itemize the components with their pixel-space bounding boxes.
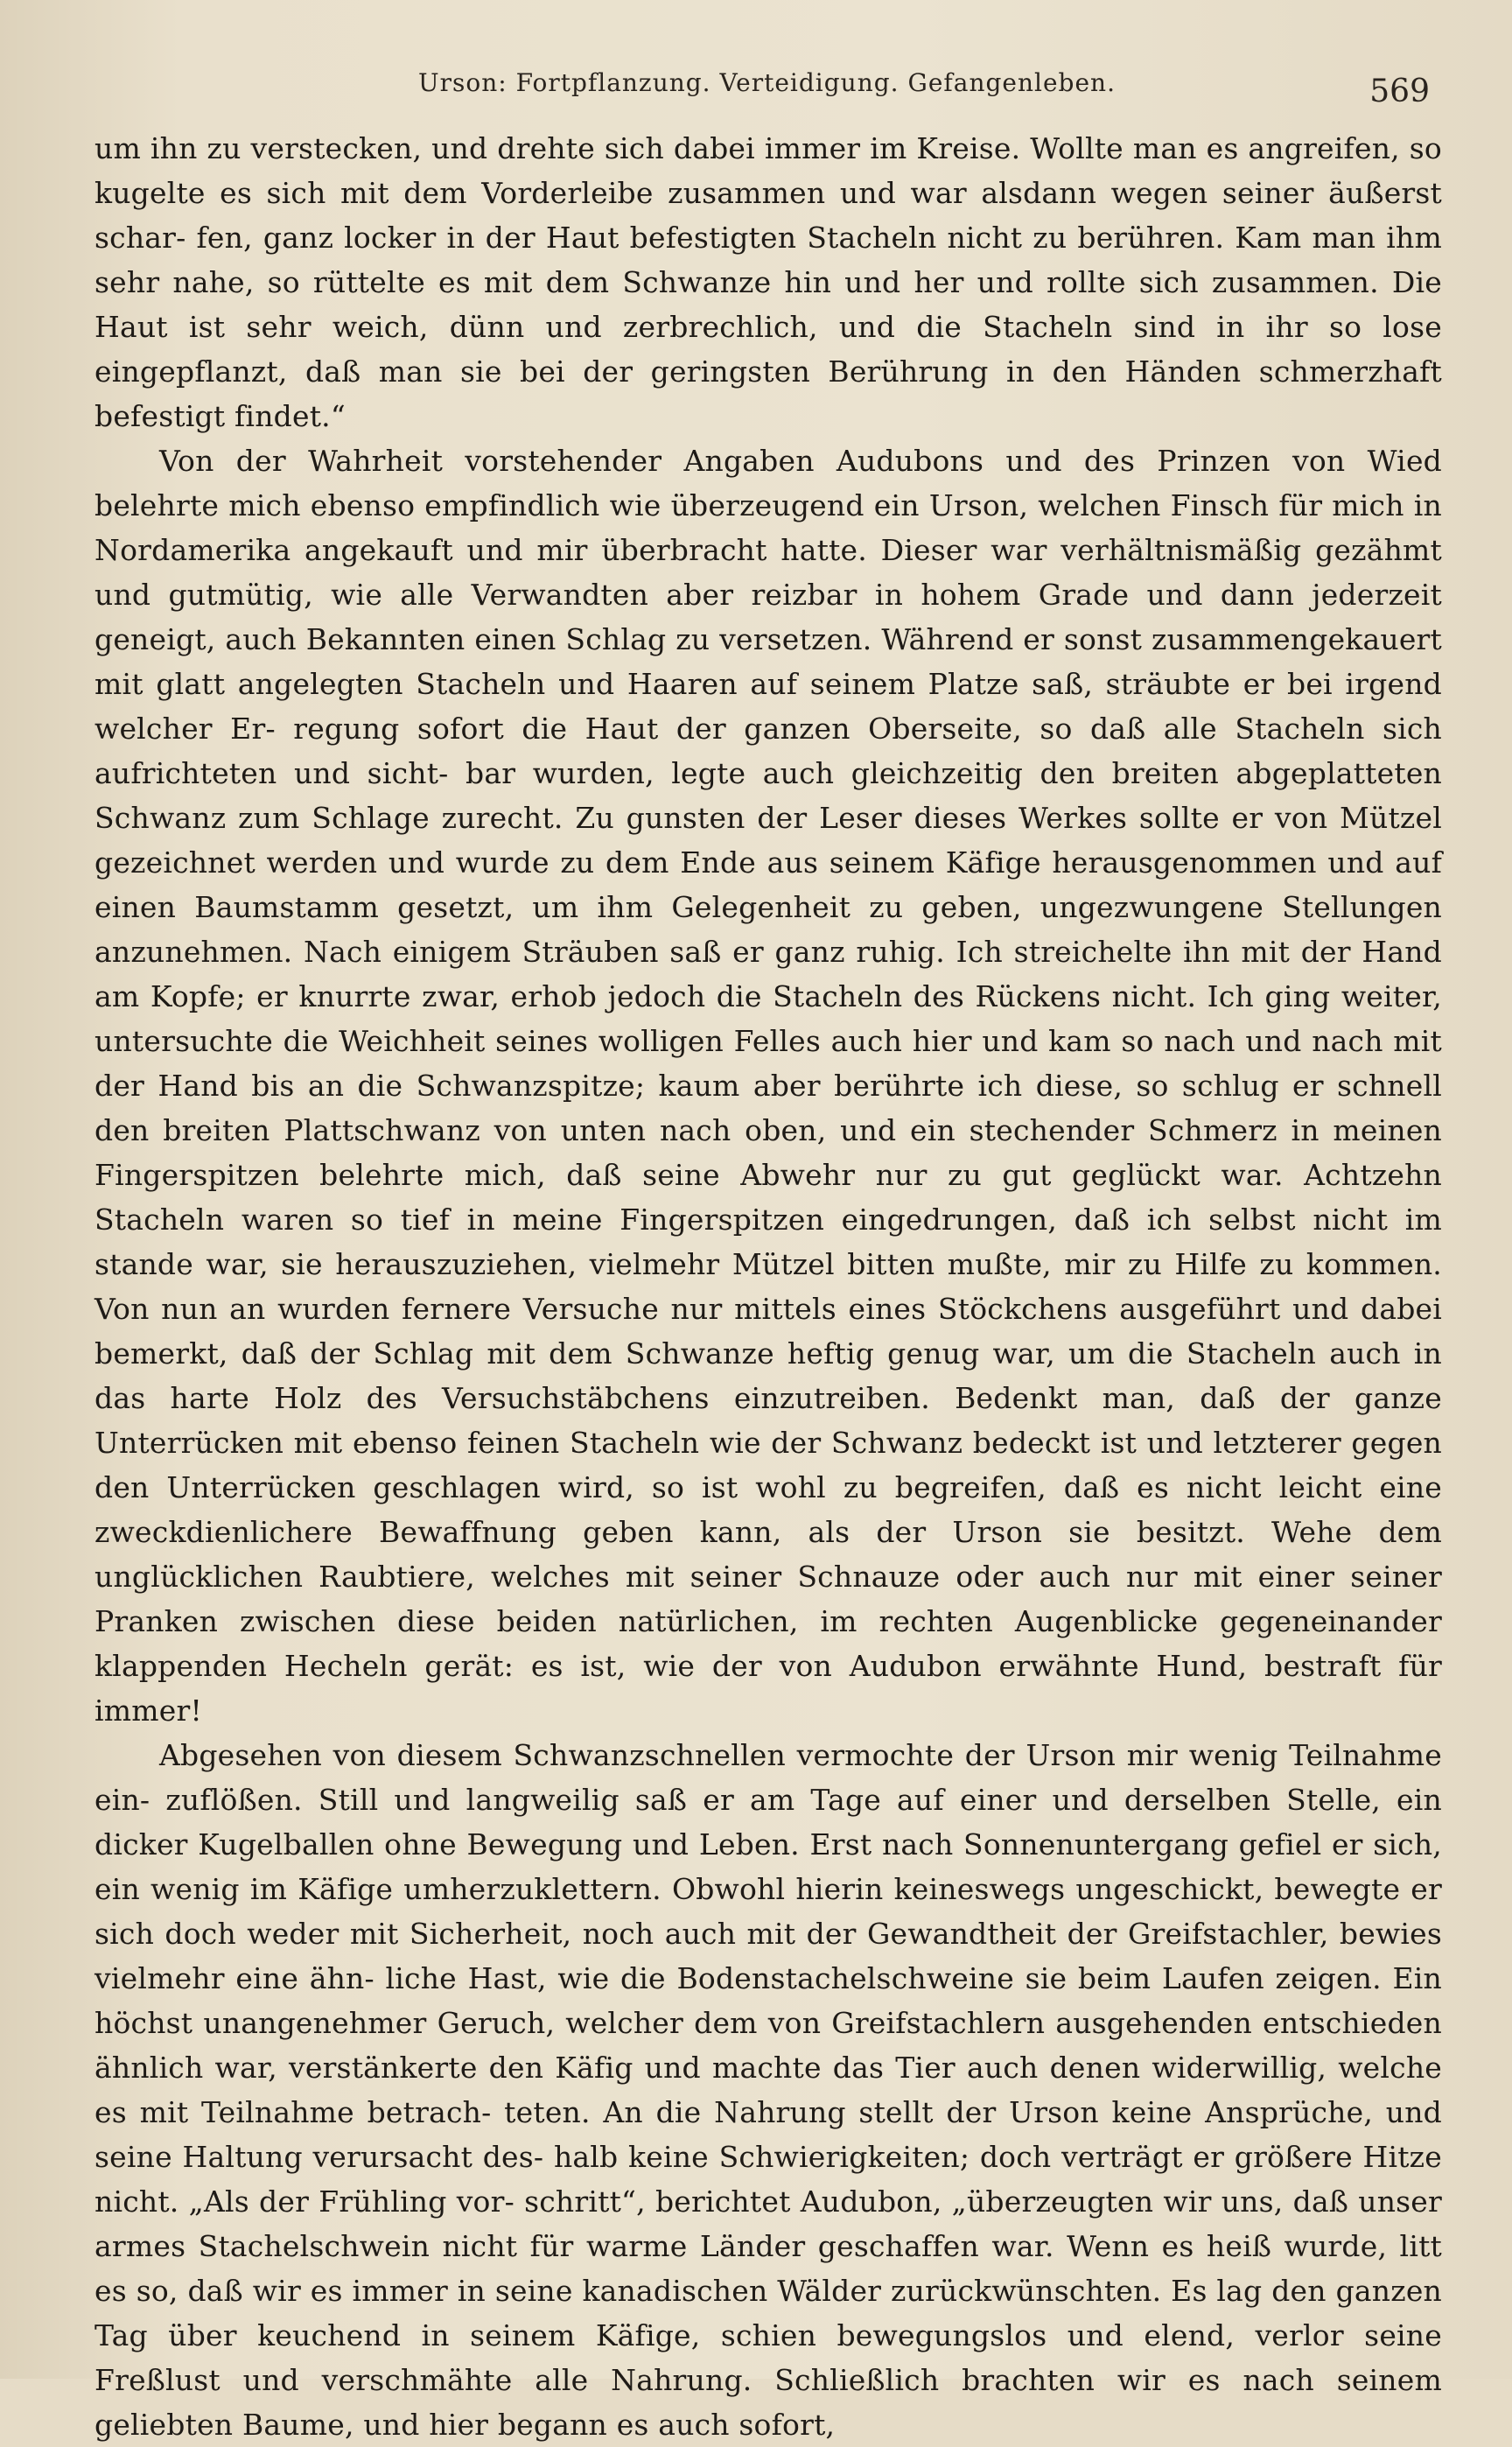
page-number: 569 [1369,74,1430,109]
paragraph-1: um ihn zu verstecken, und drehte sich dabei immer im Kreise. Wollte man es angreifen, so kugelte es sich mit dem Vorderleibe zusammen und war alsdann wegen seiner äußerst schar- fen, ganz locker in der Haut befestigten Stacheln nicht zu berühren. Kam man ihm sehr nahe, so rüttelte es mit dem Schwanze hin und her und rollte sich zusammen. Die Haut ist sehr weich, dünn und zerbrechlich, und die Stacheln sind in ihr so lose eingepflanzt, daß man sie bei der geringsten Berührung in den Händen schmerzhaft befestigt findet.“ [94,131,1442,433]
body-text [94,126,1442,2447]
paragraph-3: Abgesehen von diesem Schwanzschnellen vermochte der Urson mir wenig Teilnahme ein- zuflößen. Still und langweilig saß er am Tage auf einer und derselben Stelle, ein dicker Kugelballen ohne Bewegung und Leben. Erst nach Sonnenuntergang gefiel er sich, ein wenig im Käfige umherzuklettern. Obwohl hierin keineswegs ungeschickt, bewegte er sich doch weder mit Sicherheit, noch auch mit der Gewandtheit der Greifstachler, bewies vielmehr eine ähn- liche Hast, wie die Bodenstachelschweine sie beim Laufen zeigen. Ein höchst unangenehmer Geruch, welcher dem von Greifstachlern ausgehenden entschieden ähnlich war, verstänkerte den Käfig und machte das Tier auch denen widerwillig, welche es mit Teilnahme betrach- teten. An die Nahrung stellt der Urson keine Ansprüche, und seine Haltung verursacht des- halb keine Schwierigkeiten; doch verträgt er größere Hitze nicht. „Als der Frühling vor- schritt“, berichtet Audubon, „überzeugten wir uns, daß unser armes Stachelschwein nicht für warme Länder geschaffen war. Wenn es heiß wurde, litt es so, daß wir es immer in seine kanadischen Wälder zurückwünschten. Es lag den ganzen Tag über keuchend in seinem Käfige, schien bewegungslos und elend, verlor seine Freßlust und verschmähte alle Nahrung. Schließlich brachten wir es nach seinem geliebten Baume, und hier begann es auch sofort, [94,1738,1442,2442]
running-title: Urson: Fortpflanzung. Verteidigung. Gefangenleben. [418,68,1116,97]
running-head [94,61,1442,114]
paragraph-2: Von der Wahrheit vorstehender Angaben Audubons und des Prinzen von Wied belehrte mich ebenso empfindlich wie überzeugend ein Urson, welchen Finsch für mich in Nordamerika angekauft und mir überbracht hatte. Dieser war verhältnismäßig gezähmt und gutmütig, wie alle Verwandten aber reizbar in hohem Grade und dann jederzeit geneigt, auch Bekannten einen Schlag zu versetzen. Während er sonst zusammengekauert mit glatt angelegten Stacheln und Haaren auf seinem Platze saß, sträubte er bei irgend welcher Er- regung sofort die Haut der ganzen Oberseite, so daß alle Stacheln sich aufrichteten und sicht- bar wurden, legte auch gleichzeitig den breiten abgeplatteten Schwanz zum Schlage zurecht. Zu gunsten der Leser dieses Werkes sollte er von Mützel gezeichnet werden und wurde zu dem Ende aus seinem Käfige herausgenommen und auf einen Baumstamm gesetzt, um ihm Gelegenheit zu geben, ungezwungene Stellungen anzunehmen. Nach einigem Sträuben saß er ganz ruhig. Ich streichelte ihn mit der Hand am Kopfe; er knurrte zwar, erhob jedoch die Stacheln des Rückens nicht. Ich ging weiter, untersuchte die Weichheit seines wolligen Felles auch hier und kam so nach und nach mit der Hand bis an die Schwanzspitze; kaum aber berührte ich diese, so schlug er schnell den breiten Plattschwanz von unten nach oben, und ein stechender Schmerz in meinen Fingerspitzen belehrte mich, daß seine Abwehr nur zu gut geglückt war. Achtzehn Stacheln waren so tief in meine Fingerspitzen eingedrungen, daß ich selbst nicht im stande war, sie herauszuziehen, vielmehr Mützel bitten mußte, mir zu Hilfe zu kommen. Von nun an wurden fernere Versuche nur mittels eines Stöckchens ausgeführt und dabei bemerkt, daß der Schlag mit dem Schwanze heftig genug war, um die Stacheln auch in das harte Holz des Versuchstäbchens einzutreiben. Bedenkt man, daß der ganze Unterrücken mit ebenso feinen Stacheln wie der Schwanz bedeckt ist und letzterer gegen den Unterrücken geschlagen wird, so ist wohl zu begreifen, daß es nicht leicht eine zweckdienlichere Bewaffnung geben kann, als der Urson sie besitzt. Wehe dem unglücklichen Raubtiere, welches mit seiner Schnauze oder auch nur mit einer seiner Pranken zwischen diese beiden natürlichen, im rechten Augenblicke gegeneinander klappenden Hecheln gerät: es ist, wie der von Audubon erwähnte Hund, bestraft für immer! [94,444,1442,1728]
